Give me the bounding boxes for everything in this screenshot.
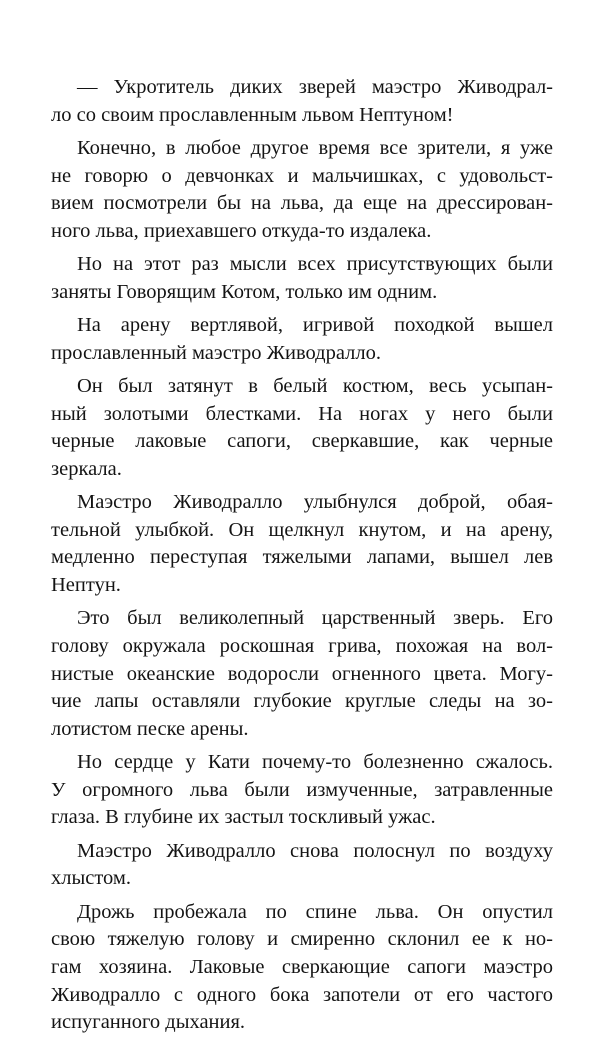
text-line: хлыстом. bbox=[51, 867, 131, 890]
text-line: испуганного дыхания. bbox=[51, 1011, 246, 1034]
text-line: — Укротитель диких зверей маэстро Живодрал- bbox=[77, 76, 553, 98]
paragraph-1 bbox=[51, 74, 553, 129]
text-line: заняты Говорящим Котом, только им одним. bbox=[51, 280, 438, 303]
text-line: медленно переступая тяжелыми лапами, вышел лев bbox=[51, 546, 553, 569]
text-line: Маэстро Живодралло улыбнулся доброй, обая- bbox=[77, 491, 553, 514]
text-line: не говорю о девчонках и мальчишках, с удовольст- bbox=[51, 164, 553, 187]
text-line: прославленный маэстро Живодралло. bbox=[51, 341, 381, 364]
text-line: голову окружала роскошная грива, похожая на вол- bbox=[51, 635, 553, 658]
text-line: черные лаковые сапоги, сверкавшие, как черные bbox=[51, 430, 553, 453]
text-line: На арену вертлявой, игривой походкой вышел bbox=[77, 314, 553, 337]
text-line: Маэстро Живодралло снова полоснул по воздуху bbox=[77, 839, 553, 862]
text-line: Конечно, в любое другое время все зрители, я уже bbox=[77, 136, 553, 159]
paragraph-2 bbox=[51, 135, 553, 245]
text-line: ный золотыми блестками. На ногах у него были bbox=[51, 402, 553, 425]
text-line: ло со своим прославленным львом Нептуном! bbox=[51, 103, 454, 126]
text-line: глаза. В глубине их застыл тоскливый ужас. bbox=[51, 806, 436, 829]
paragraph-3 bbox=[51, 251, 553, 306]
text-line: Дрожь пробежала по спине льва. Он опустил bbox=[77, 900, 553, 923]
text-line: вием посмотрели бы на льва, да еще на дрессирован- bbox=[51, 192, 553, 215]
paragraph-9 bbox=[51, 838, 553, 893]
text-line: зеркала. bbox=[51, 457, 122, 480]
text-line: тельной улыбкой. Он щелкнул кнутом, и на арену, bbox=[51, 518, 553, 541]
text-line: нистые океанские водоросли огненного цвета. Могу- bbox=[51, 662, 553, 685]
text-line: ного льва, приехавшего откуда-то издалека. bbox=[51, 219, 432, 242]
paragraph-8 bbox=[51, 749, 553, 832]
text-line: Но на этот раз мысли всех присутствующих были bbox=[77, 253, 553, 276]
paragraph-7 bbox=[51, 605, 553, 743]
text-line: Живодралло с одного бока запотели от его частого bbox=[51, 983, 553, 1006]
text-line: Но сердце у Кати почему-то болезненно сжалось. bbox=[77, 751, 553, 774]
paragraph-5 bbox=[51, 373, 553, 483]
text-line: Это был великолепный царственный зверь. Его bbox=[77, 607, 553, 630]
text-line: чие лапы оставляли глубокие круглые следы на зо- bbox=[51, 690, 553, 713]
paragraph-4 bbox=[51, 312, 553, 367]
text-line: Он был затянут в белый костюм, весь усыпан- bbox=[77, 375, 553, 398]
text-line: гам хозяина. Лаковые сверкающие сапоги маэстро bbox=[51, 955, 553, 978]
text-line: лотистом песке арены. bbox=[51, 717, 249, 740]
book-page bbox=[51, 74, 553, 1043]
paragraph-6 bbox=[51, 489, 553, 599]
text-line: Нептун. bbox=[51, 574, 121, 597]
paragraph-10 bbox=[51, 899, 553, 1037]
text-line: свою тяжелую голову и смиренно склонил ее к но- bbox=[51, 928, 553, 951]
text-line: У огромного льва были измученные, затравленные bbox=[51, 778, 553, 801]
